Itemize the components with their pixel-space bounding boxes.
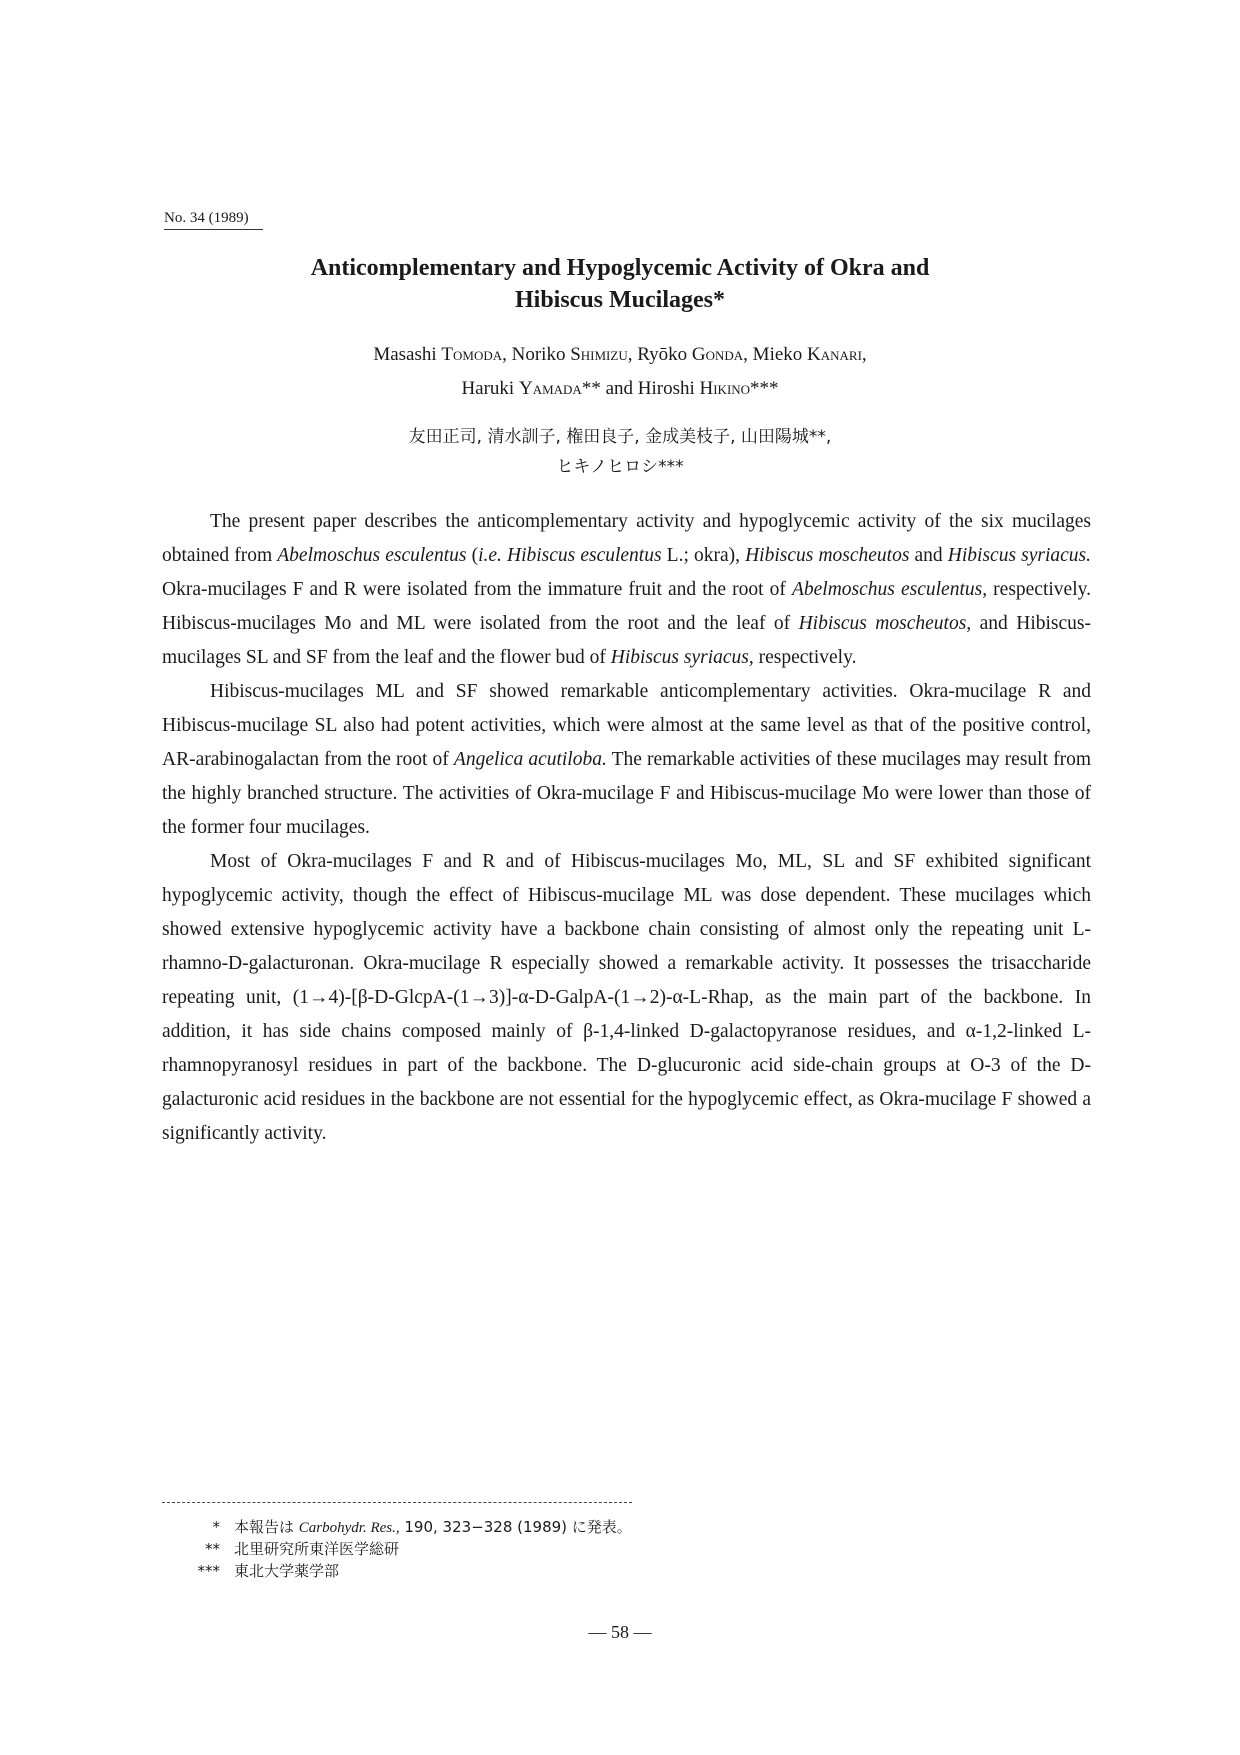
author-line-2: Haruki Yamada** and Hiroshi Hikino*** <box>461 378 779 399</box>
author-list <box>160 338 1080 406</box>
paragraph-1: The present paper describes the anticomplementary activity and hypoglycemic activity of the six mucilages obtained from Abelmoschus esculentus (i.e. Hibiscus esculentus L.; okra), Hibiscus moscheutos and Hibiscus syriacus. Okra-mucilages F and R were isolated from the immature fruit and the root of Abelmoschus esculentus, respectively. Hibiscus-mucilages Mo and ML were isolated from the root and the leaf of Hibiscus moscheutos, and Hibiscus-mucilages SL and SF from the leaf and the flower bud of Hibiscus syriacus, respectively. <box>162 511 1091 668</box>
abstract-body <box>162 505 1091 1151</box>
issue-header: No. 34 (1989) <box>164 210 263 230</box>
footnote-2: ** 北里研究所東洋医学総研 <box>205 1540 400 1558</box>
paper-title <box>160 252 1080 316</box>
title-line-1: Anticomplementary and Hypoglycemic Activity of Okra and <box>310 255 930 281</box>
author-ja-line-1: 友田正司, 清水訓子, 権田良子, 金成美枝子, 山田陽城**, <box>408 427 832 447</box>
paragraph-3: Most of Okra-mucilages F and R and of Hibiscus-mucilages Mo, ML, SL and SF exhibited significant hypoglycemic activity, though the effect of Hibiscus-mucilage ML was dose dependent. These mucilages which showed extensive hypoglycemic activity have a backbone chain consisting of almost only the repeating unit L-rhamno-D-galacturonan. Okra-mucilage R especially showed a remarkable activity. It possesses the trisaccharide repeating unit, (1→4)-[β-D-GlcpA-(1→3)]-α-D-GalpA-(1→2)-α-L-Rhap, as the main part of the backbone. In addition, it has side chains composed mainly of β-1,4-linked D-galactopyranose residues, and α-1,2-linked L-rhamnopyranosyl residues in part of the backbone. The D-glucuronic acid side-chain groups at O-3 of the D-galacturonic acid residues in the backbone are not essential for the hypoglycemic effect, as Okra-mucilage F showed a significantly activity. <box>162 851 1091 1144</box>
author-list-japanese <box>160 422 1080 482</box>
footnote-3: *** 東北大学薬学部 <box>197 1562 340 1580</box>
title-line-2: Hibiscus Mucilages* <box>514 287 725 313</box>
page-number: — 58 — <box>588 1622 652 1642</box>
author-line-1: Masashi Tomoda, Noriko Shimizu, Ryōko Gonda, Mieko Kanari, <box>373 344 867 365</box>
paragraph-2: Hibiscus-mucilages ML and SF showed remarkable anticomplementary activities. Okra-mucilage R and Hibiscus-mucilage SL also had potent activities, which were almost at the same level as that of the positive control, AR-arabinogalactan from the root of Angelica acutiloba. The remarkable activities of these mucilages may result from the highly branched structure. The activities of Okra-mucilage F and Hibiscus-mucilage Mo were lower than those of the former four mucilages. <box>162 681 1091 838</box>
footnote-divider <box>162 1502 632 1503</box>
author-ja-line-2: ヒキノヒロシ*** <box>556 457 684 477</box>
footnote-1: * 本報告は Carbohydr. Res., 190, 323−328 (1989) に発表。 <box>212 1518 632 1536</box>
